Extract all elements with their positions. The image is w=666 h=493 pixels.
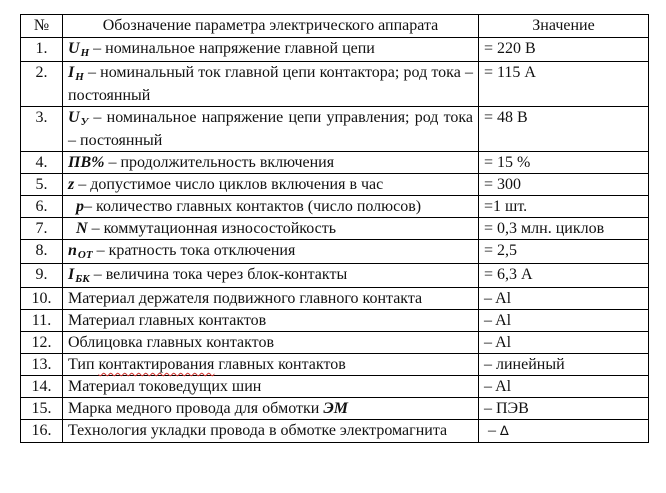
row-number: 1. <box>21 38 63 62</box>
description-text: – номинальное напряжение цепи управления; род тока – постоянный <box>68 109 473 149</box>
row-number: 10. <box>21 288 63 310</box>
table-row <box>21 420 649 443</box>
row-number: 16. <box>21 420 63 443</box>
row-number: 2. <box>21 62 63 107</box>
row-number: 8. <box>21 240 63 264</box>
row-description <box>63 62 479 107</box>
description-text: – величина тока через блок-контакты <box>89 266 348 283</box>
table-row <box>21 62 649 107</box>
delta-icon: ∆ <box>500 424 509 439</box>
table-row <box>21 264 649 288</box>
row-value: = 6,3 А <box>479 264 649 288</box>
row-value: =1 шт. <box>479 196 649 218</box>
row-number: 12. <box>21 332 63 354</box>
parameter-symbol: N <box>76 220 88 237</box>
table-row <box>21 107 649 152</box>
row-description: Материал держателя подвижного главного контакта <box>63 288 479 310</box>
table-row <box>21 354 649 376</box>
table-row <box>21 218 649 240</box>
parameter-symbol: ПВ% <box>68 154 105 171</box>
table-row <box>21 332 649 354</box>
spellcheck-marked-word: контактирования <box>98 356 215 373</box>
table-row <box>21 310 649 332</box>
value-dash: – <box>488 422 500 439</box>
row-number: 9. <box>21 264 63 288</box>
row-description <box>63 240 479 264</box>
parameter-symbol: z <box>68 176 75 193</box>
description-text: – кратность тока отключения <box>92 242 296 259</box>
parameters-table <box>20 14 649 443</box>
row-value: – Al <box>479 288 649 310</box>
row-number: 14. <box>21 376 63 398</box>
row-description <box>63 38 479 62</box>
row-number: 15. <box>21 398 63 420</box>
table-row <box>21 288 649 310</box>
row-number: 5. <box>21 174 63 196</box>
table-row <box>21 174 649 196</box>
row-value: = 300 <box>479 174 649 196</box>
row-value <box>479 420 649 443</box>
row-value: = 0,3 млн. циклов <box>479 218 649 240</box>
parameter-subscript: ОТ <box>77 249 93 261</box>
row-value: – линейный <box>479 354 649 376</box>
parameter-subscript: Н <box>75 71 84 83</box>
parameter-symbol: I <box>68 64 75 81</box>
row-value: – Al <box>479 310 649 332</box>
description-text: – допустимое число циклов включения в час <box>74 176 384 193</box>
row-number: 4. <box>21 152 63 174</box>
row-number: 7. <box>21 218 63 240</box>
header-value: Значение <box>479 15 649 38</box>
row-description: Материал главных контактов <box>63 310 479 332</box>
row-value: – ПЭВ <box>479 398 649 420</box>
table-row <box>21 152 649 174</box>
parameter-symbol: U <box>68 109 80 126</box>
parameter-symbol: U <box>68 40 80 57</box>
description-text: – количество главных контактов (число полюсов) <box>84 198 422 215</box>
row-description <box>63 264 479 288</box>
parameter-symbol: ЭМ <box>323 400 348 417</box>
table-row <box>21 398 649 420</box>
parameter-subscript: БК <box>75 273 90 285</box>
parameter-symbol: p <box>76 198 84 215</box>
parameter-subscript: У <box>80 116 89 128</box>
row-value: = 2,5 <box>479 240 649 264</box>
row-description <box>63 354 479 376</box>
row-description <box>63 218 479 240</box>
row-description: Облицовка главных контактов <box>63 332 479 354</box>
row-description <box>63 152 479 174</box>
row-description <box>63 174 479 196</box>
description-text: Марка медного провода для обмотки <box>68 400 324 417</box>
row-number: 3. <box>21 107 63 152</box>
row-description: Технология укладки провода в обмотке электромагнита <box>63 420 479 443</box>
row-value: = 15 % <box>479 152 649 174</box>
row-value: – Al <box>479 332 649 354</box>
row-number: 6. <box>21 196 63 218</box>
description-text: Тип <box>68 356 99 373</box>
parameter-symbol: n <box>68 242 77 259</box>
header-parameter: Обозначение параметра электрического аппарата <box>63 15 479 38</box>
table-row <box>21 38 649 62</box>
description-text: – коммутационная износостойкость <box>87 220 337 237</box>
table-header-row <box>21 15 649 38</box>
row-value: – Al <box>479 376 649 398</box>
description-text: главных контактов <box>214 356 346 373</box>
row-value: = 48 В <box>479 107 649 152</box>
description-text: – номинальное напряжение главной цепи <box>89 40 375 57</box>
row-description <box>63 196 479 218</box>
table-row <box>21 376 649 398</box>
table-row <box>21 196 649 218</box>
description-text: – продолжительность включения <box>104 154 335 171</box>
row-description <box>63 398 479 420</box>
description-text: – номинальный ток главной цепи контактора; род тока – постоянный <box>68 64 473 104</box>
row-value: = 115 А <box>479 62 649 107</box>
row-number: 13. <box>21 354 63 376</box>
row-value: = 220 В <box>479 38 649 62</box>
parameter-symbol: I <box>68 266 75 283</box>
row-description <box>63 107 479 152</box>
header-number: № <box>21 15 63 38</box>
row-number: 11. <box>21 310 63 332</box>
row-description: Материал токоведущих шин <box>63 376 479 398</box>
parameter-subscript: Н <box>80 47 90 59</box>
table-row <box>21 240 649 264</box>
